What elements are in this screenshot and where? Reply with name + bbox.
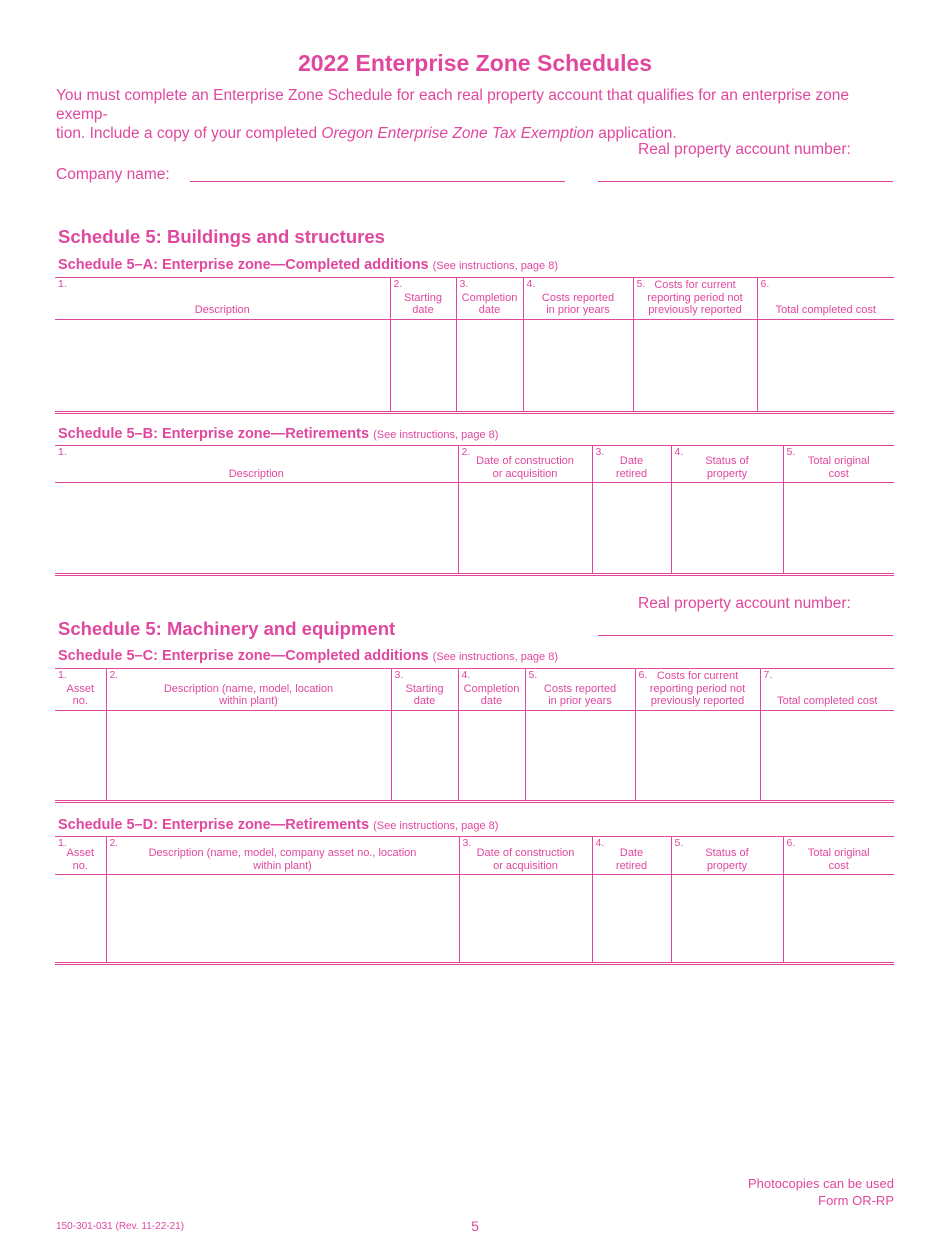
machinery-heading: Schedule 5: Machinery and equipment [58, 618, 396, 639]
entry-cell[interactable] [783, 875, 894, 964]
see-instructions: (See instructions, page 8) [432, 651, 559, 663]
col-num: 6. [760, 278, 770, 290]
entry-cell[interactable] [635, 710, 760, 801]
col-header [592, 837, 671, 875]
col-label: Costs for current reporting period not previously reported [649, 670, 746, 707]
col-label: Starting date [404, 291, 442, 316]
entry-cell[interactable] [55, 483, 458, 575]
col-label: Date of construction or acquisition [476, 847, 575, 872]
schedule-5c-title [58, 648, 558, 664]
col-header [592, 446, 671, 483]
schedule-title-text: Schedule 5–A: Enterprise zone—Completed additions [58, 257, 429, 273]
entry-cell[interactable] [55, 875, 106, 964]
col-label: Asset no. [66, 847, 94, 872]
col-header [757, 278, 894, 320]
entry-cell[interactable] [525, 710, 635, 801]
col-num: 3. [595, 446, 605, 458]
rp-account-field[interactable] [598, 181, 893, 182]
col-num: 3. [462, 837, 472, 849]
col-num: 3. [459, 278, 469, 290]
col-num: 5. [636, 278, 646, 290]
col-num: 1. [58, 446, 67, 458]
col-header [760, 669, 894, 711]
schedule-5a-title [58, 257, 558, 273]
col-header [783, 837, 894, 875]
col-label: Costs for current reporting period not previously reported [647, 279, 743, 316]
entry-cell[interactable] [671, 483, 783, 575]
col-header [459, 837, 592, 875]
entry-cell[interactable] [592, 875, 671, 964]
col-header [635, 669, 760, 711]
col-num: 2. [109, 837, 119, 849]
col-header [783, 446, 894, 483]
col-header [390, 278, 456, 320]
entry-cell[interactable] [459, 875, 592, 964]
schedule-5a-table [55, 277, 894, 414]
entry-cell[interactable] [760, 710, 894, 801]
col-header [671, 837, 783, 875]
col-header [106, 669, 391, 711]
form-name: Form OR-RP [818, 1193, 894, 1208]
col-label: Date retired [615, 455, 648, 480]
col-header [55, 837, 106, 875]
see-instructions: (See instructions, page 8) [373, 820, 499, 832]
intro-part: application. [593, 125, 677, 142]
page-title: 2022 Enterprise Zone Schedules [297, 50, 653, 76]
entry-cell[interactable] [592, 483, 671, 575]
entry-cell[interactable] [106, 875, 459, 964]
col-header [55, 278, 390, 320]
col-label: Status of property [705, 847, 749, 872]
schedule-title-text: Schedule 5–B: Enterprise zone—Retirements [58, 426, 370, 442]
buildings-heading: Schedule 5: Buildings and structures [58, 226, 385, 247]
entry-cell[interactable] [458, 483, 592, 575]
col-label: Total completed cost [775, 304, 876, 316]
col-label: Total original cost [807, 847, 870, 872]
col-num: 4. [674, 446, 684, 458]
col-header [458, 446, 592, 483]
col-header [633, 278, 757, 320]
entry-cell[interactable] [523, 319, 633, 412]
rp-account-label: Real property account number: [638, 141, 851, 158]
page-number: 5 [471, 1218, 479, 1234]
see-instructions: (See instructions, page 8) [432, 260, 559, 272]
entry-cell[interactable] [390, 319, 456, 412]
company-name-field[interactable] [190, 181, 565, 182]
col-header [55, 669, 106, 711]
col-num: 7. [763, 669, 773, 681]
col-label: Costs reported in prior years [541, 291, 615, 316]
entry-cell[interactable] [633, 319, 757, 412]
entry-cell[interactable] [757, 319, 894, 412]
col-label: Asset no. [66, 682, 94, 707]
col-label: Total completed cost [777, 695, 878, 707]
col-header [456, 278, 523, 320]
col-num: 2. [109, 669, 119, 681]
col-label: Date retired [615, 847, 648, 872]
col-num: 5. [528, 669, 538, 681]
col-num: 5. [786, 446, 796, 458]
see-instructions: (See instructions, page 8) [373, 429, 499, 441]
col-header [525, 669, 635, 711]
col-num: 2. [461, 446, 471, 458]
col-header [106, 837, 459, 875]
col-label: Description (name, model, location within plant) [163, 682, 334, 707]
col-num: 2. [393, 278, 403, 290]
col-num: 6. [638, 669, 648, 681]
col-header [55, 446, 458, 483]
col-label: Total original cost [807, 455, 870, 480]
schedule-5b-title [58, 426, 498, 442]
schedule-5d-title [58, 817, 498, 833]
col-num: 4. [461, 669, 471, 681]
col-label: Date of construction or acquisition [476, 455, 574, 480]
entry-cell[interactable] [458, 710, 525, 801]
col-num: 4. [526, 278, 536, 290]
entry-cell[interactable] [456, 319, 523, 412]
company-name-label: Company name: [56, 166, 170, 183]
entry-cell[interactable] [783, 483, 894, 575]
schedule-5d-table [55, 836, 894, 965]
col-num: 5. [674, 837, 684, 849]
col-label: Status of property [705, 455, 749, 480]
col-label: Completion date [463, 682, 520, 707]
rp-account-label-2: Real property account number: [638, 595, 851, 612]
intro-text [56, 86, 896, 143]
col-header [523, 278, 633, 320]
entry-cell[interactable] [55, 710, 106, 801]
intro-part: tion. Include a copy of your completed [56, 125, 322, 142]
photocopies-note: Photocopies can be used [748, 1176, 894, 1191]
schedule-5b-table [55, 445, 894, 576]
col-label: Description [228, 467, 284, 480]
col-label: Starting date [405, 682, 444, 707]
col-num: 1. [58, 837, 67, 849]
footer-right [748, 1175, 894, 1209]
col-label: Description [194, 304, 250, 316]
col-num: 3. [394, 669, 404, 681]
col-label: Costs reported in prior years [543, 682, 617, 707]
entry-cell[interactable] [106, 710, 391, 801]
col-label: Description (name, model, company asset no., location within plant) [148, 847, 417, 872]
col-header [671, 446, 783, 483]
col-num: 4. [595, 837, 605, 849]
col-num: 6. [786, 837, 796, 849]
col-num: 1. [58, 278, 67, 290]
intro-line-1: You must complete an Enterprise Zone Schedule for each real property account that qualifies for an enterprise zone exemp- [56, 87, 849, 123]
application-name: Oregon Enterprise Zone Tax Exemption [321, 125, 594, 142]
entry-cell[interactable] [391, 710, 458, 801]
form-id: 150-301-031 (Rev. 11-22-21) [56, 1221, 185, 1232]
schedule-title-text: Schedule 5–D: Enterprise zone—Retirements [58, 817, 370, 833]
schedule-5c-table [55, 668, 894, 803]
col-header [458, 669, 525, 711]
rp-account-field-2[interactable] [598, 635, 893, 636]
col-num: 1. [58, 669, 67, 681]
schedule-title-text: Schedule 5–C: Enterprise zone—Completed additions [58, 648, 429, 664]
entry-cell[interactable] [55, 319, 390, 412]
col-header [391, 669, 458, 711]
entry-cell[interactable] [671, 875, 783, 964]
col-label: Completion date [461, 291, 518, 316]
